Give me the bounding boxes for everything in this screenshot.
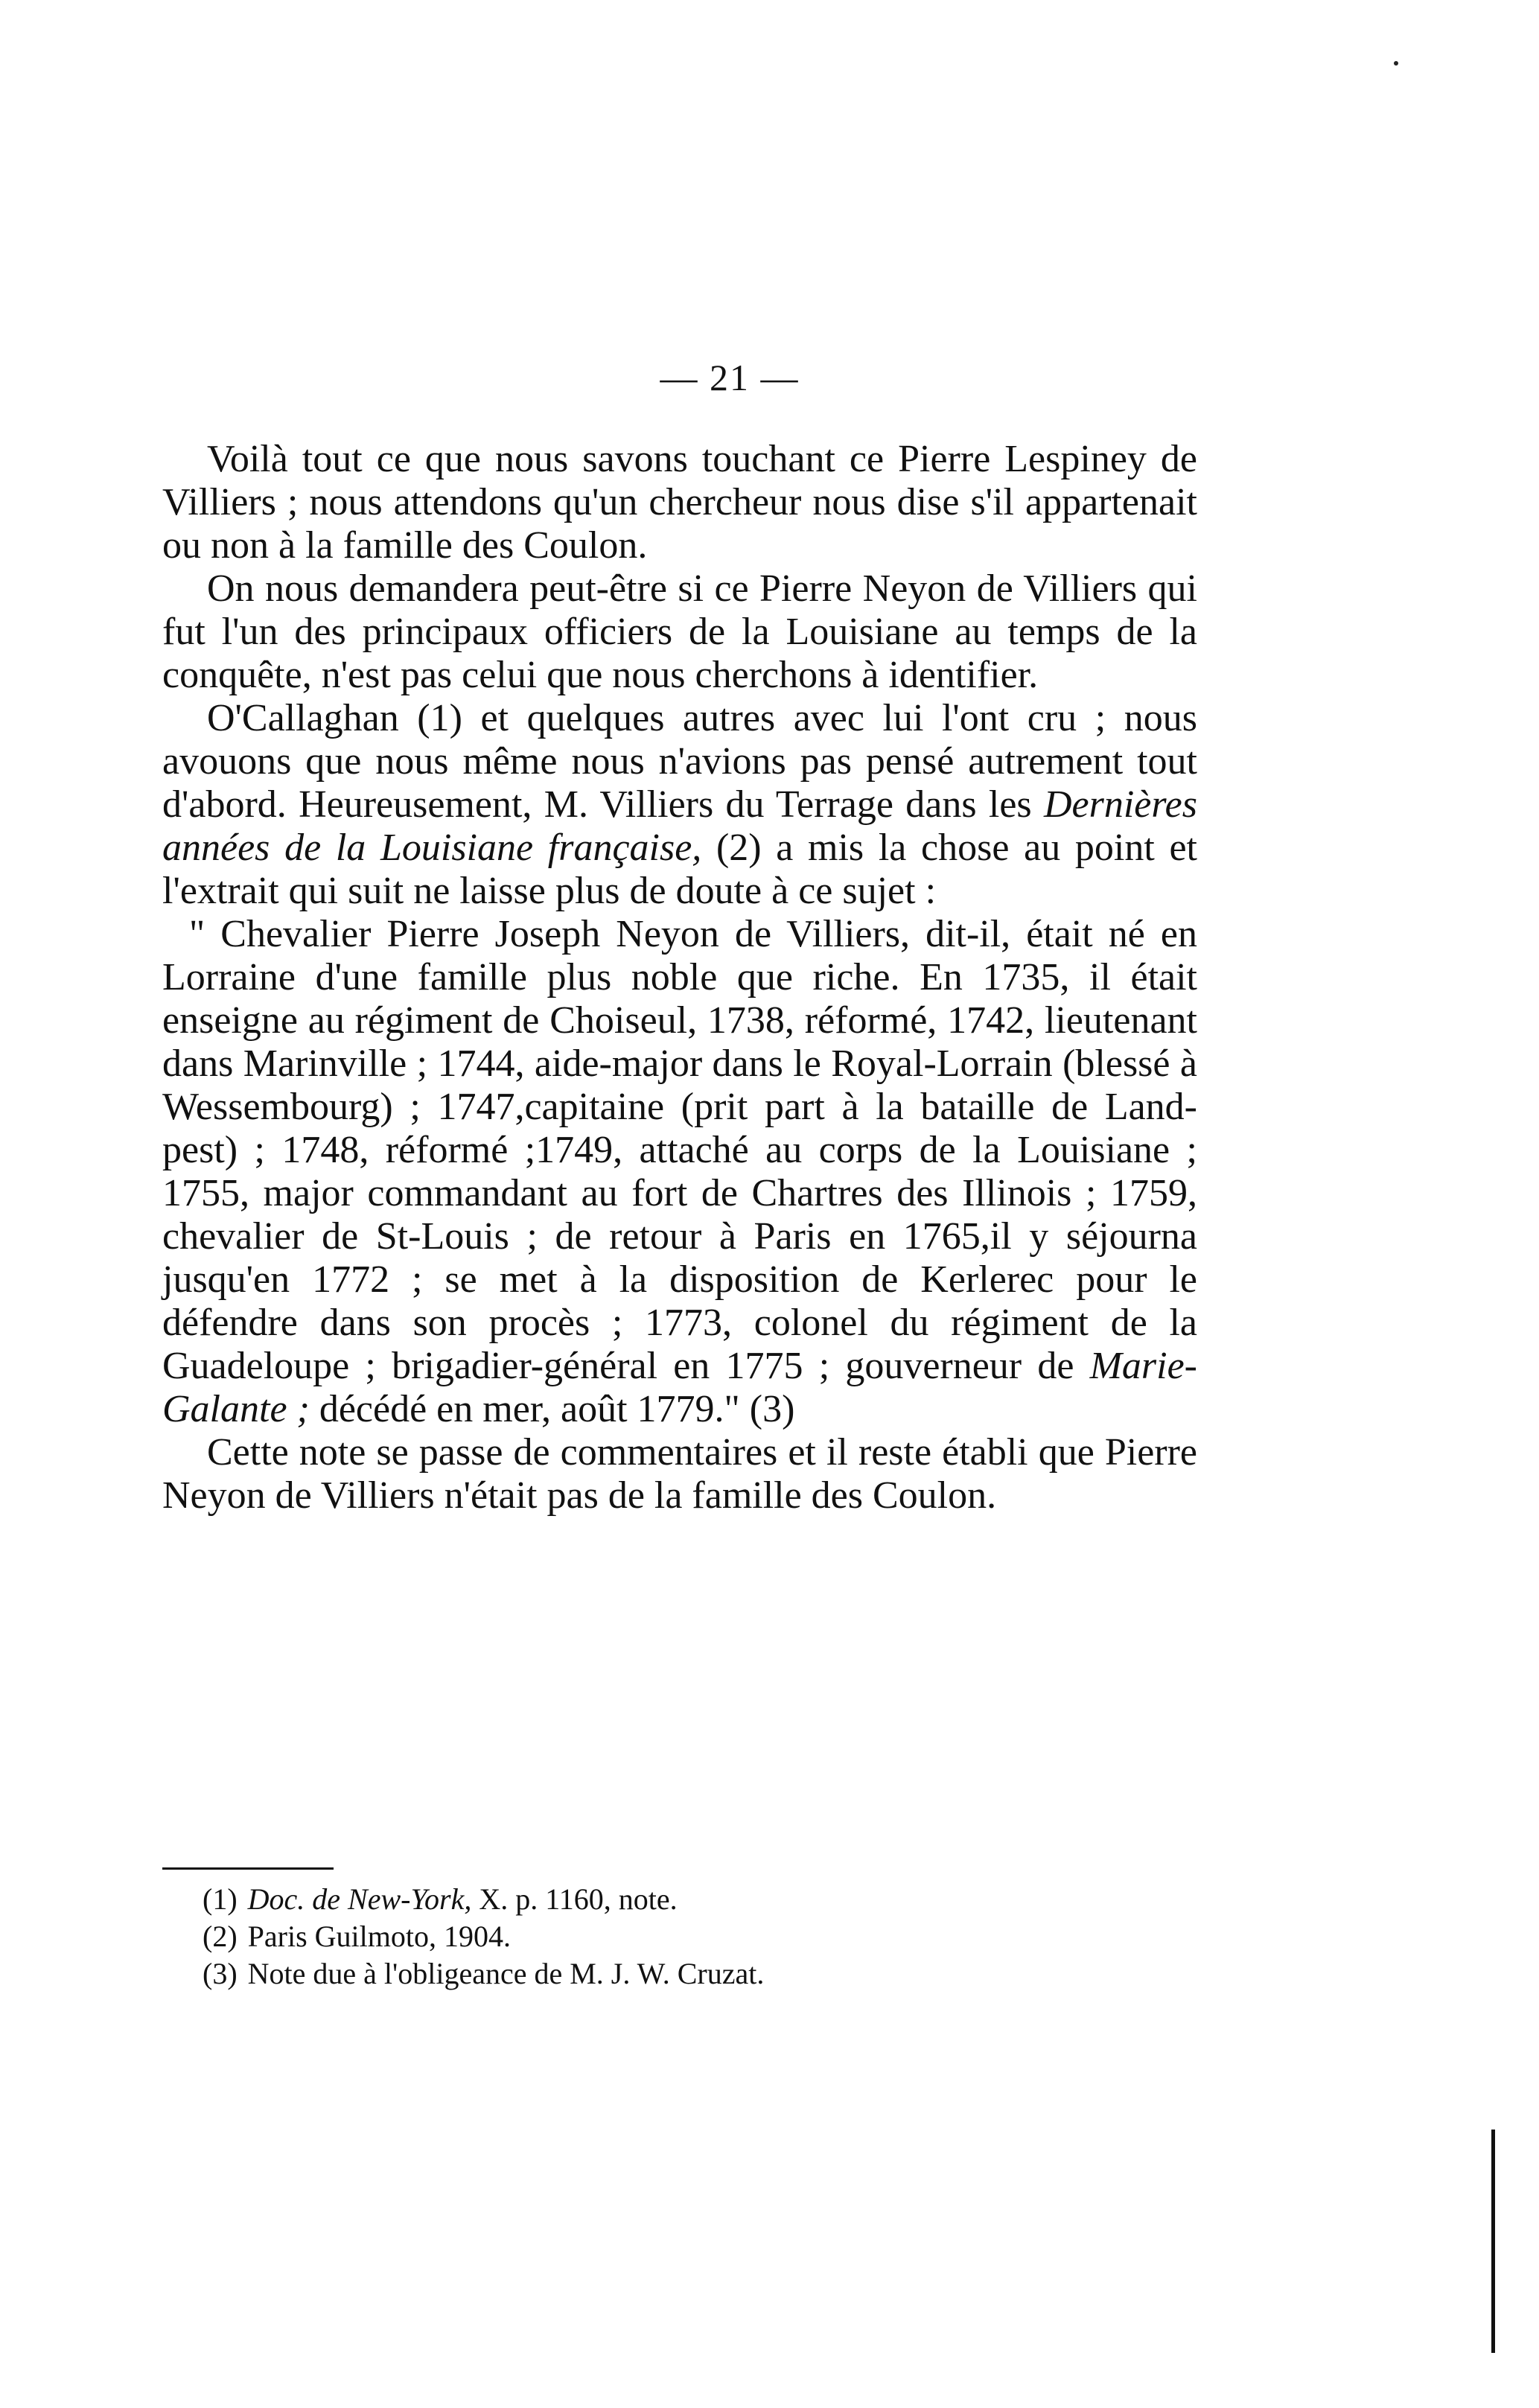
footnote-mark: (3) (203, 1957, 238, 1990)
quotation-after: décédé en mer, août 1779." (3) (309, 1388, 795, 1430)
footnote (203, 1918, 1170, 1955)
book-title: Dernières années de la Louisiane française, (162, 783, 1197, 869)
paragraph-5: Cette note se passe de commentaires et il reste établi que Pierre Neyon de Villiers n'était pas de la famille des Coulon. (162, 1431, 1197, 1517)
footnote (203, 1955, 1170, 1993)
paragraph-3 (162, 697, 1197, 913)
paragraph-3-before: O'Callaghan (1) et quelques autres avec lui l'ont cru ; nous avouons que nous même nous n'avions pas pensé autrement tout d'abord. Heureusement, M. Villiers du Terrage dans les (162, 697, 1197, 826)
place-name-italic: Marie-Galante ; (162, 1345, 1197, 1430)
paragraph-3-after: (2) a mis la chose au point et l'extrait qui suit ne laisse plus de doute à ce sujet : (162, 826, 1197, 912)
footnote (203, 1881, 1170, 1918)
quotation (162, 913, 1197, 1431)
paragraph-1: Voilà tout ce que nous savons touchant ce Pierre Lespiney de Villiers ; nous attendons qu'un chercheur nous dise s'il appartenait ou non à la famille des Coulon. (162, 438, 1197, 567)
footnote-divider (162, 1867, 334, 1870)
paragraph-2: On nous demandera peut-être si ce Pierre Neyon de Villiers qui fut l'un des principaux officiers de la Louisiane au temps de la conquête, n'est pas celui que nous cherchons à identifier. (162, 567, 1197, 696)
footnote-text: Paris Guilmoto, 1904. (247, 1920, 511, 1953)
scan-edge-line (1491, 2130, 1495, 2353)
scan-speck (1394, 61, 1398, 66)
page-number: — 21 — (660, 357, 800, 398)
footnote-mark: (1) (203, 1882, 238, 1916)
body-text (162, 438, 1197, 1517)
footnote-text: Note due à l'obligeance de M. J. W. Cruzat. (247, 1957, 765, 1990)
quotation-before: " Chevalier Pierre Joseph Neyon de Villiers, dit-il, était né en Lorraine d'une famille plus noble que riche. En 1735, il était enseigne au régiment de Choiseul, 1738, réformé, 1742, lieutenant dans Marinville ; 1744, aide-major dans le Royal-Lorrain (blessé à Wessembourg) ; 1747,capitaine (prit part à la bataille de Land-pest) ; 1748, réformé ;1749, attaché au corps de la Louisiane ; 1755, major commandant au fort de Chartres des Illinois ; 1759, chevalier de St-Louis ; de retour à Paris en 1765,il y séjourna jusqu'en 1772 ; se met à la disposition de Kerlerec pour le défendre dans son procès ; 1773, colonel du régiment de la Guadeloupe ; brigadier-général en 1775 ; gouverneur de (162, 913, 1197, 1387)
footnotes (203, 1881, 1170, 1993)
footnote-italic: Doc. de New-York, (247, 1882, 472, 1916)
footnote-text: X. p. 1160, note. (471, 1882, 678, 1916)
footnote-mark: (2) (203, 1920, 238, 1953)
